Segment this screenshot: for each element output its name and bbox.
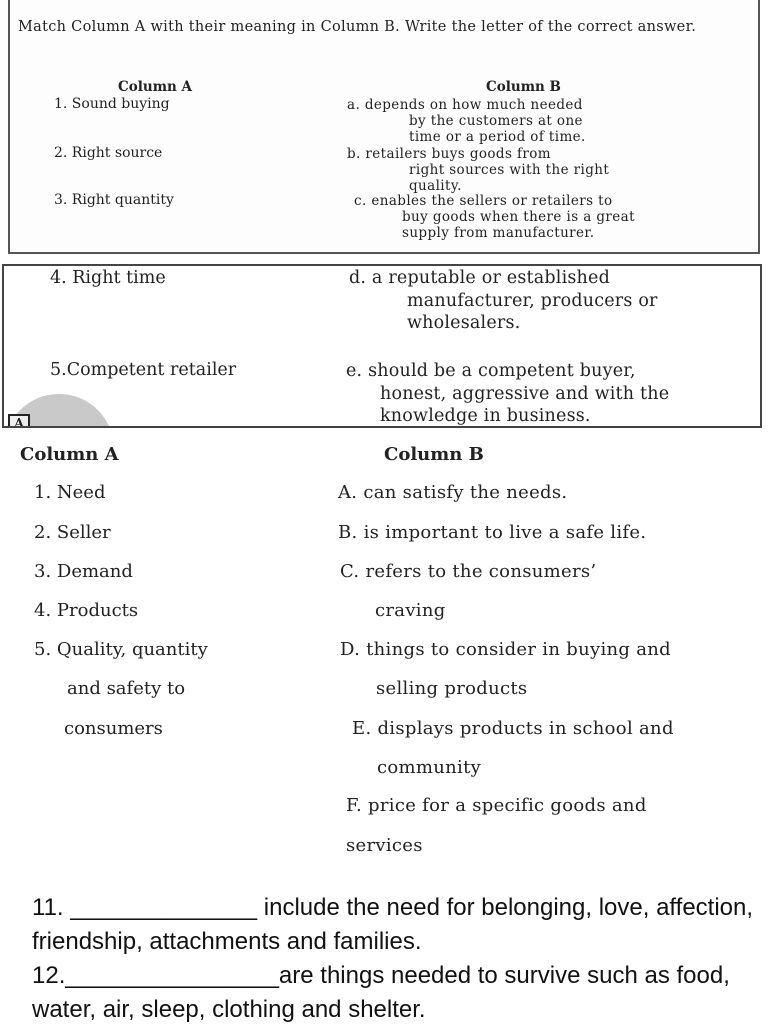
column-a-item: consumers bbox=[64, 718, 163, 739]
matching-section-2 bbox=[2, 264, 762, 428]
fill-in-questions bbox=[32, 891, 762, 1027]
column-a-item: 3. Right quantity bbox=[54, 192, 174, 208]
column-b-item: A. can satisfy the needs. bbox=[338, 482, 568, 503]
column-b-item: selling products bbox=[376, 678, 528, 699]
column-a-header: Column A bbox=[20, 444, 119, 465]
column-a-item: 4. Products bbox=[34, 600, 139, 621]
column-a-header: Column A bbox=[118, 79, 192, 95]
column-a-item: 1. Need bbox=[34, 482, 106, 503]
column-b-item: E. displays products in school and bbox=[352, 718, 674, 739]
matching-section-1 bbox=[8, 0, 760, 254]
instruction-text: Match Column A with their meaning in Column B. Write the letter of the correct answer. bbox=[18, 19, 697, 35]
column-b-item: C. refers to the consumers’ bbox=[340, 561, 597, 582]
column-a-item: 4. Right time bbox=[50, 268, 166, 288]
column-b-item: a. depends on how much needed by the customers at one time or a period of time. bbox=[347, 97, 586, 145]
column-b-item: services bbox=[346, 835, 423, 856]
column-b-header: Column B bbox=[384, 444, 484, 465]
column-a-item: 1. Sound buying bbox=[54, 96, 170, 112]
column-b-item: F. price for a specific goods and bbox=[346, 795, 647, 816]
column-b-item: e. should be a competent buyer, honest, aggressive and with the knowledge in business. bbox=[346, 361, 670, 426]
column-b-item: b. retailers buys goods from right sources with the right quality. bbox=[347, 146, 610, 194]
column-b-item: community bbox=[377, 757, 482, 778]
column-a-item: 5.Competent retailer bbox=[50, 360, 237, 380]
column-b-header: Column B bbox=[486, 79, 561, 95]
column-a-item: and safety to bbox=[67, 678, 186, 699]
column-b-item: craving bbox=[375, 600, 446, 621]
column-b-item: c. enables the sellers or retailers to buy goods when there is a great supply from manufacturer. bbox=[354, 193, 635, 241]
question-12: 12.________________are things needed to survive such as food, water, air, sleep, clothing and shelter. bbox=[32, 962, 730, 1023]
column-a-item: 5. Quality, quantity bbox=[34, 639, 208, 660]
column-b-item: B. is important to live a safe life. bbox=[338, 522, 647, 543]
column-b-item: d. a reputable or established manufacturer, producers or wholesalers. bbox=[349, 268, 658, 333]
column-a-item: 2. Seller bbox=[34, 522, 111, 543]
column-b-item: D. things to consider in buying and bbox=[340, 639, 671, 660]
column-a-item: 3. Demand bbox=[34, 561, 133, 582]
column-a-item: 2. Right source bbox=[54, 145, 163, 161]
section-tab-label: A bbox=[8, 414, 30, 428]
question-11: 11. ______________ include the need for belonging, love, affection, friendship, attachments and families. bbox=[32, 894, 754, 955]
